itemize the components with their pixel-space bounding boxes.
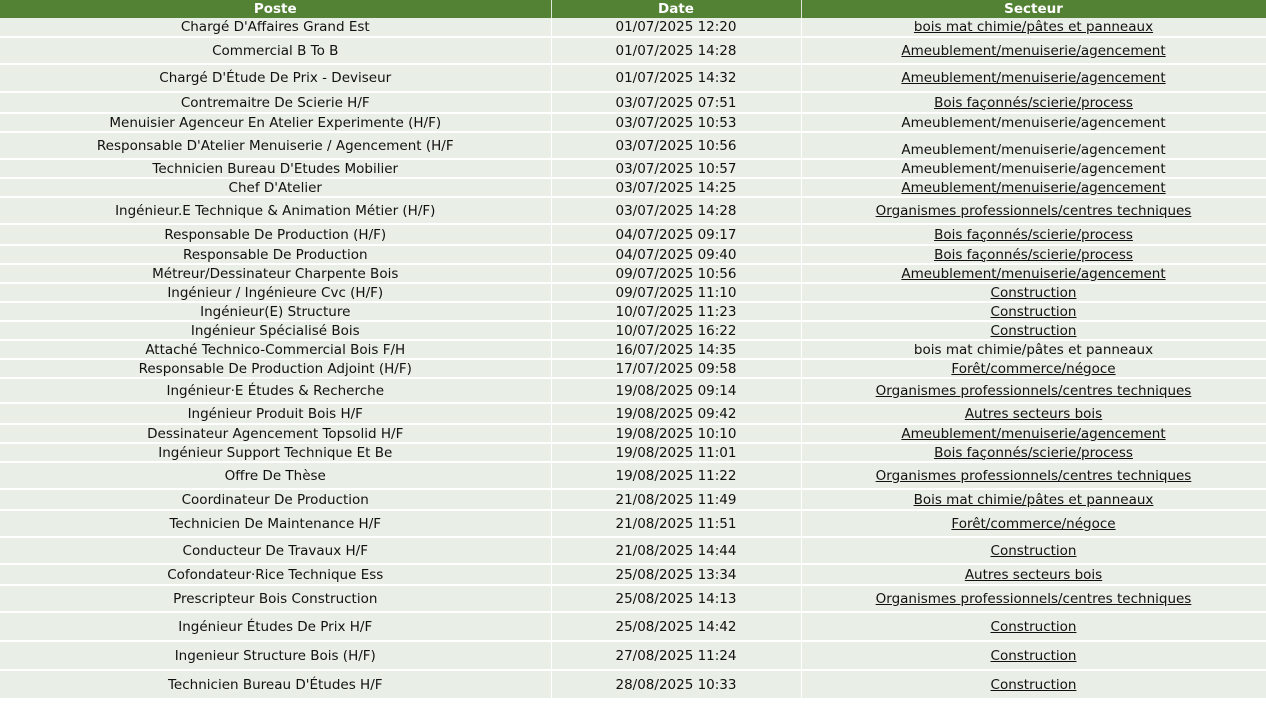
cell-date: 03/07/2025 14:28 bbox=[551, 197, 801, 224]
cell-secteur[interactable]: Forêt/commerce/négoce bbox=[801, 359, 1266, 378]
cell-date: 19/08/2025 09:14 bbox=[551, 378, 801, 403]
cell-date: 25/08/2025 13:34 bbox=[551, 564, 801, 585]
table-row bbox=[0, 302, 1266, 321]
cell-secteur: Ameublement/menuiserie/agencement bbox=[801, 132, 1266, 159]
table-row bbox=[0, 443, 1266, 462]
cell-date: 19/08/2025 11:01 bbox=[551, 443, 801, 462]
cell-poste: Technicien Bureau D'Études H/F bbox=[0, 670, 551, 699]
cell-poste: Attaché Technico-Commercial Bois F/H bbox=[0, 340, 551, 359]
cell-secteur[interactable]: Bois mat chimie/pâtes et panneaux bbox=[801, 489, 1266, 510]
cell-secteur[interactable]: Organismes professionnels/centres techniques bbox=[801, 585, 1266, 612]
cell-poste: Chargé D'Affaires Grand Est bbox=[0, 18, 551, 37]
cell-date: 03/07/2025 10:56 bbox=[551, 132, 801, 159]
table-row bbox=[0, 18, 1266, 37]
cell-secteur[interactable]: Ameublement/menuiserie/agencement bbox=[801, 178, 1266, 197]
cell-date: 19/08/2025 09:42 bbox=[551, 403, 801, 424]
table-row bbox=[0, 159, 1266, 178]
cell-poste: Responsable De Production bbox=[0, 245, 551, 264]
table-row bbox=[0, 321, 1266, 340]
cell-date: 10/07/2025 16:22 bbox=[551, 321, 801, 340]
cell-secteur[interactable]: Construction bbox=[801, 321, 1266, 340]
cell-date: 03/07/2025 10:53 bbox=[551, 113, 801, 132]
cell-date: 19/08/2025 10:10 bbox=[551, 424, 801, 443]
cell-poste: Contremaitre De Scierie H/F bbox=[0, 92, 551, 113]
cell-poste: Ingénieur Produit Bois H/F bbox=[0, 403, 551, 424]
cell-date: 27/08/2025 11:24 bbox=[551, 641, 801, 670]
cell-secteur[interactable]: Autres secteurs bois bbox=[801, 564, 1266, 585]
cell-poste: Commercial B To B bbox=[0, 37, 551, 64]
cell-secteur[interactable]: Forêt/commerce/négoce bbox=[801, 510, 1266, 537]
table-row bbox=[0, 378, 1266, 403]
cell-date: 19/08/2025 11:22 bbox=[551, 462, 801, 489]
cell-poste: Chef D'Atelier bbox=[0, 178, 551, 197]
table-row bbox=[0, 462, 1266, 489]
table-row bbox=[0, 585, 1266, 612]
cell-date: 25/08/2025 14:13 bbox=[551, 585, 801, 612]
table-row bbox=[0, 37, 1266, 64]
table-row bbox=[0, 537, 1266, 564]
table-row bbox=[0, 612, 1266, 641]
table-row bbox=[0, 283, 1266, 302]
cell-poste: Chargé D'Étude De Prix - Deviseur bbox=[0, 64, 551, 92]
cell-poste: Offre De Thèse bbox=[0, 462, 551, 489]
cell-poste: Métreur/Dessinateur Charpente Bois bbox=[0, 264, 551, 283]
cell-date: 25/08/2025 14:42 bbox=[551, 612, 801, 641]
cell-date: 04/07/2025 09:17 bbox=[551, 224, 801, 245]
table-row bbox=[0, 64, 1266, 92]
table-row bbox=[0, 489, 1266, 510]
cell-secteur[interactable]: Construction bbox=[801, 670, 1266, 699]
cell-secteur[interactable]: Ameublement/menuiserie/agencement bbox=[801, 64, 1266, 92]
header-poste[interactable]: Poste bbox=[0, 0, 551, 18]
cell-poste: Technicien Bureau D'Etudes Mobilier bbox=[0, 159, 551, 178]
table-row bbox=[0, 178, 1266, 197]
cell-date: 09/07/2025 11:10 bbox=[551, 283, 801, 302]
cell-poste: Coordinateur De Production bbox=[0, 489, 551, 510]
table-row bbox=[0, 641, 1266, 670]
cell-date: 03/07/2025 10:57 bbox=[551, 159, 801, 178]
table-row bbox=[0, 670, 1266, 699]
table-row bbox=[0, 197, 1266, 224]
cell-poste: Prescripteur Bois Construction bbox=[0, 585, 551, 612]
cell-poste: Ingénieur Spécialisé Bois bbox=[0, 321, 551, 340]
table-row bbox=[0, 359, 1266, 378]
table-row bbox=[0, 113, 1266, 132]
cell-poste: Responsable De Production Adjoint (H/F) bbox=[0, 359, 551, 378]
cell-secteur[interactable]: Bois façonnés/scierie/process bbox=[801, 92, 1266, 113]
cell-secteur[interactable]: Autres secteurs bois bbox=[801, 403, 1266, 424]
cell-date: 03/07/2025 14:25 bbox=[551, 178, 801, 197]
header-date[interactable]: Date bbox=[551, 0, 801, 18]
cell-date: 03/07/2025 07:51 bbox=[551, 92, 801, 113]
cell-secteur[interactable]: Ameublement/menuiserie/agencement bbox=[801, 424, 1266, 443]
cell-poste: Ingénieur(E) Structure bbox=[0, 302, 551, 321]
cell-date: 28/08/2025 10:33 bbox=[551, 670, 801, 699]
cell-secteur[interactable]: Ameublement/menuiserie/agencement bbox=[801, 37, 1266, 64]
cell-poste: Menuisier Agenceur En Atelier Experimente (H/F) bbox=[0, 113, 551, 132]
header-secteur[interactable]: Secteur bbox=[801, 0, 1266, 18]
table-row bbox=[0, 245, 1266, 264]
cell-date: 16/07/2025 14:35 bbox=[551, 340, 801, 359]
cell-secteur[interactable]: Construction bbox=[801, 641, 1266, 670]
cell-poste: Technicien De Maintenance H/F bbox=[0, 510, 551, 537]
cell-date: 01/07/2025 14:28 bbox=[551, 37, 801, 64]
table-row bbox=[0, 132, 1266, 159]
cell-secteur: Ameublement/menuiserie/agencement bbox=[801, 113, 1266, 132]
cell-poste: Ingénieur.E Technique & Animation Métier (H/F) bbox=[0, 197, 551, 224]
cell-secteur[interactable]: Organismes professionnels/centres techniques bbox=[801, 378, 1266, 403]
cell-secteur[interactable]: Construction bbox=[801, 537, 1266, 564]
cell-poste: Ingénieur·E Études & Recherche bbox=[0, 378, 551, 403]
cell-date: 01/07/2025 12:20 bbox=[551, 18, 801, 37]
cell-date: 21/08/2025 11:49 bbox=[551, 489, 801, 510]
cell-poste: Ingénieur Support Technique Et Be bbox=[0, 443, 551, 462]
header-row bbox=[0, 0, 1266, 18]
table-row bbox=[0, 340, 1266, 359]
cell-poste: Ingenieur Structure Bois (H/F) bbox=[0, 641, 551, 670]
cell-poste: Responsable De Production (H/F) bbox=[0, 224, 551, 245]
cell-poste: Conducteur De Travaux H/F bbox=[0, 537, 551, 564]
cell-date: 01/07/2025 14:32 bbox=[551, 64, 801, 92]
cell-date: 04/07/2025 09:40 bbox=[551, 245, 801, 264]
cell-secteur[interactable]: Bois façonnés/scierie/process bbox=[801, 245, 1266, 264]
cell-secteur[interactable]: Bois façonnés/scierie/process bbox=[801, 443, 1266, 462]
table-row bbox=[0, 92, 1266, 113]
table-row bbox=[0, 264, 1266, 283]
table-row bbox=[0, 564, 1266, 585]
cell-poste: Ingénieur / Ingénieure Cvc (H/F) bbox=[0, 283, 551, 302]
cell-poste: Responsable D'Atelier Menuiserie / Agencement (H/F bbox=[0, 132, 551, 159]
cell-secteur[interactable]: Construction bbox=[801, 283, 1266, 302]
cell-secteur[interactable]: Bois façonnés/scierie/process bbox=[801, 224, 1266, 245]
table-row bbox=[0, 403, 1266, 424]
cell-date: 21/08/2025 11:51 bbox=[551, 510, 801, 537]
cell-date: 21/08/2025 14:44 bbox=[551, 537, 801, 564]
cell-secteur[interactable]: Construction bbox=[801, 612, 1266, 641]
cell-poste: Ingénieur Études De Prix H/F bbox=[0, 612, 551, 641]
cell-poste: Cofondateur·Rice Technique Ess bbox=[0, 564, 551, 585]
cell-secteur[interactable]: Construction bbox=[801, 302, 1266, 321]
cell-secteur[interactable]: bois mat chimie/pâtes et panneaux bbox=[801, 18, 1266, 37]
cell-poste: Dessinateur Agencement Topsolid H/F bbox=[0, 424, 551, 443]
table-row bbox=[0, 510, 1266, 537]
cell-secteur: Ameublement/menuiserie/agencement bbox=[801, 159, 1266, 178]
cell-date: 17/07/2025 09:58 bbox=[551, 359, 801, 378]
cell-secteur: bois mat chimie/pâtes et panneaux bbox=[801, 340, 1266, 359]
cell-date: 09/07/2025 10:56 bbox=[551, 264, 801, 283]
table-row bbox=[0, 424, 1266, 443]
cell-date: 10/07/2025 11:23 bbox=[551, 302, 801, 321]
table-row bbox=[0, 224, 1266, 245]
cell-secteur[interactable]: Organismes professionnels/centres techniques bbox=[801, 197, 1266, 224]
cell-secteur[interactable]: Organismes professionnels/centres techniques bbox=[801, 462, 1266, 489]
cell-secteur[interactable]: Ameublement/menuiserie/agencement bbox=[801, 264, 1266, 283]
